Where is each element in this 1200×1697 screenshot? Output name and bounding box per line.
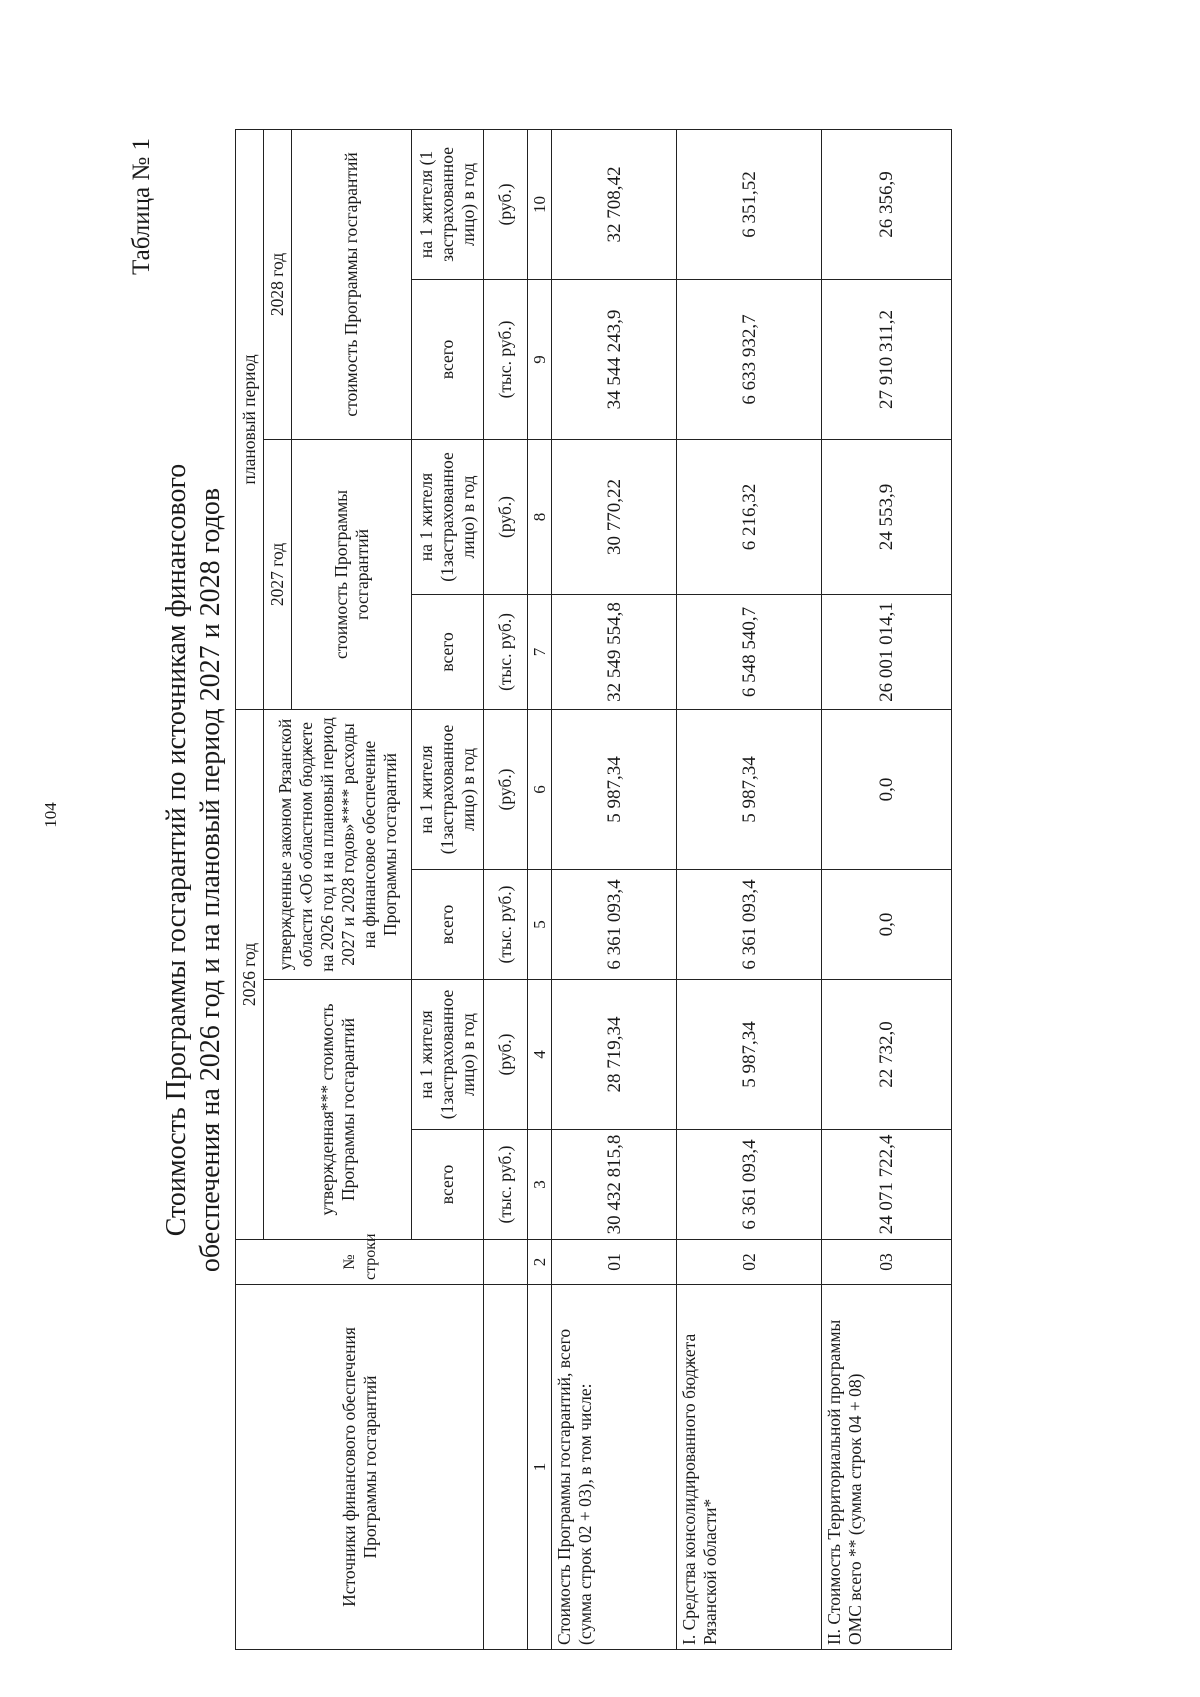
table-row <box>822 129 952 1649</box>
header-total-7: всего <box>412 594 484 709</box>
row-source-label: I. Средства консолидированного бюджета Рязанской области* <box>677 1285 822 1650</box>
header-total-5: всего <box>412 870 484 980</box>
table-label: Таблица № 1 <box>128 138 155 276</box>
column-number: 10 <box>528 129 552 279</box>
header-year-2028: 2028 год <box>264 129 292 439</box>
value-cell: 24 553,9 <box>822 439 952 594</box>
unit-col-4: (руб.) <box>484 980 528 1130</box>
header-planned-period: плановый период <box>236 129 264 709</box>
column-number: 1 <box>528 1285 552 1650</box>
column-number: 2 <box>528 1240 552 1285</box>
header-approved-cost: утвержденная*** стоимость Программы госгарантий <box>264 980 412 1240</box>
value-cell: 28 719,34 <box>552 980 677 1130</box>
header-year-2026: 2026 год <box>236 709 264 1239</box>
unit-col-8: (руб.) <box>484 439 528 594</box>
column-number: 8 <box>528 439 552 594</box>
value-cell: 6 361 093,4 <box>552 870 677 980</box>
value-cell: 26 356,9 <box>822 129 952 279</box>
value-cell: 22 732,0 <box>822 980 952 1130</box>
header-per-resident-10: на 1 жителя (1 застрахованное лицо) в год <box>412 129 484 279</box>
header-year-2027: 2027 год <box>264 439 292 709</box>
value-cell: 5 987,34 <box>677 709 822 869</box>
title-line-2: обеспечения на 2026 год и на плановый период 2027 и 2028 годов <box>195 487 226 1273</box>
column-number: 9 <box>528 279 552 439</box>
value-cell: 26 001 014,1 <box>822 594 952 709</box>
header-per-resident-4: на 1 жителя (1застрахованное лицо) в год <box>412 980 484 1130</box>
column-number: 6 <box>528 709 552 869</box>
page-number: 104 <box>40 802 60 828</box>
header-total-9: всего <box>412 279 484 439</box>
funding-sources-table <box>235 129 952 1650</box>
row-number: 02 <box>677 1240 822 1285</box>
title-line-1: Стоимость Программы госгарантий по источникам финансового <box>161 463 192 1237</box>
value-cell: 24 071 722,4 <box>822 1130 952 1240</box>
value-cell: 32 708,42 <box>552 129 677 279</box>
value-cell: 5 987,34 <box>677 980 822 1130</box>
header-per-resident-8: на 1 жителя (1застрахованное лицо) в год <box>412 439 484 594</box>
header-approved-law: утвержденные законом Рязанской области «Об областном бюджете на 2026 год и на плановый период 2027 и 2028 годов»**** расходы на финансовое обеспечение Программы госгарантий <box>264 709 412 979</box>
column-number: 3 <box>528 1130 552 1240</box>
unit-col-6: (руб.) <box>484 709 528 869</box>
unit-col-7: (тыс. руб.) <box>484 594 528 709</box>
column-number: 4 <box>528 980 552 1130</box>
value-cell: 27 910 311,2 <box>822 279 952 439</box>
value-cell: 5 987,34 <box>552 709 677 869</box>
unit-col-3: (тыс. руб.) <box>484 1130 528 1240</box>
header-cost-2027: стоимость Программы госгарантий <box>292 439 412 709</box>
header-row-number: № строки <box>236 1240 484 1285</box>
unit-col-5: (тыс. руб.) <box>484 870 528 980</box>
header-cost-2028: стоимость Программы госгарантий <box>292 129 412 439</box>
unit-col-9: (тыс. руб.) <box>484 279 528 439</box>
value-cell: 32 549 554,8 <box>552 594 677 709</box>
value-cell: 6 548 540,7 <box>677 594 822 709</box>
rotated-page-content <box>130 110 1130 1650</box>
value-cell: 6 633 932,7 <box>677 279 822 439</box>
value-cell: 30 432 815,8 <box>552 1130 677 1240</box>
value-cell: 6 351,52 <box>677 129 822 279</box>
table-row <box>552 129 677 1649</box>
value-cell: 6 216,32 <box>677 439 822 594</box>
value-cell: 6 361 093,4 <box>677 870 822 980</box>
value-cell: 34 544 243,9 <box>552 279 677 439</box>
row-number: 03 <box>822 1240 952 1285</box>
row-source-label: Стоимость Программы госгарантий, всего (сумма строк 02 + 03), в том числе: <box>552 1285 677 1650</box>
header-total-3: всего <box>412 1130 484 1240</box>
document-title <box>160 110 228 1650</box>
row-source-label: II. Стоимость Территориальной программы ОМС всего ** (сумма строк 04 + 08) <box>822 1285 952 1650</box>
value-cell: 6 361 093,4 <box>677 1130 822 1240</box>
row-number: 01 <box>552 1240 677 1285</box>
value-cell: 30 770,22 <box>552 439 677 594</box>
header-blank-row-unit <box>484 1240 528 1285</box>
header-sources: Источники финансового обеспечения Программы госгарантий <box>236 1285 484 1650</box>
value-cell: 0,0 <box>822 870 952 980</box>
value-cell: 0,0 <box>822 709 952 869</box>
unit-col-10: (руб.) <box>484 129 528 279</box>
header-blank-source-unit <box>484 1285 528 1650</box>
header-per-resident-6: на 1 жителя (1застрахованное лицо) в год <box>412 709 484 869</box>
column-number: 5 <box>528 870 552 980</box>
table-row <box>677 129 822 1649</box>
column-number: 7 <box>528 594 552 709</box>
